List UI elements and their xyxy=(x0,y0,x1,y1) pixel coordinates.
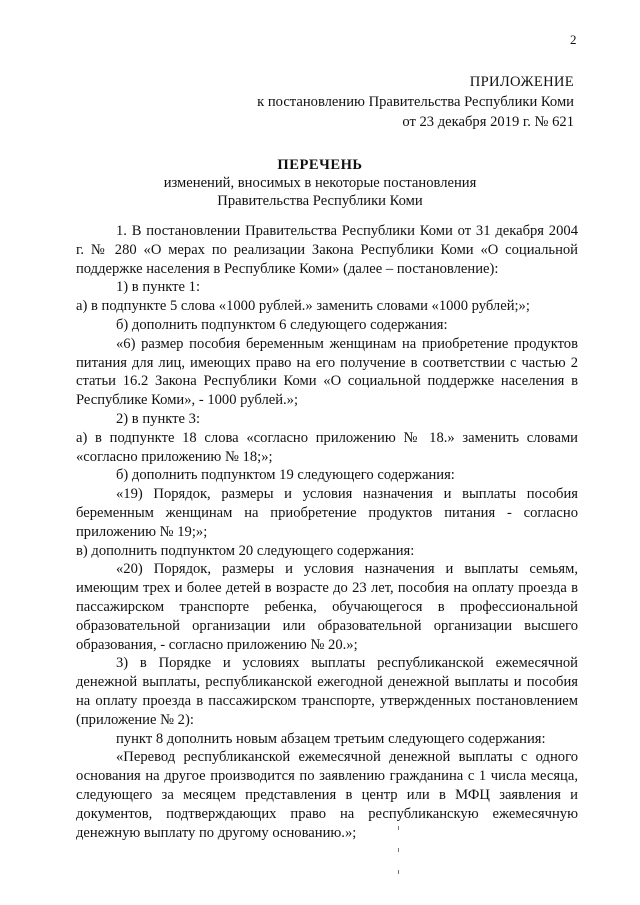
paragraph-11: «20) Порядок, размеры и условия назначения и выплаты семьям, имеющим трех и более детей в возрасте до 23 лет, пособия на оплату проезда в пассажирском транспорте ребенка, обучающегося в профессиональной образовательной организации или образовательной организации высшего образования, - согласно приложению № 20.»; xyxy=(76,561,578,653)
document-subtitle-line-1: изменений, вносимых в некоторые постановления xyxy=(163,175,477,191)
paragraph-14: «Перевод республиканской ежемесячной денежной выплаты с одного основания на другое производится по заявлению гражданина с 1 числа месяца, следующего за месяцем представления в центр или в МФЦ заявления и документов, подтверждающих право на республиканскую ежемесячную денежную выплату по другому основанию.»; xyxy=(76,749,578,841)
paragraph-12: 3) в Порядке и условиях выплаты республиканской ежемесячной денежной выплаты, республиканской ежегодной денежной выплаты и пособия на оплату проезда в пассажирском транспорте, утвержденных постановлением (приложение № 2): xyxy=(76,655,578,728)
appendix-reference-line: к постановлению Правительства Республики Коми xyxy=(257,94,574,110)
scan-marks xyxy=(397,826,401,886)
document-title: ПЕРЕЧЕНЬ xyxy=(277,157,363,173)
paragraph-3: а) в подпункте 5 слова «1000 рублей.» заменить словами «1000 рублей;»; xyxy=(76,298,530,315)
appendix-header xyxy=(257,72,574,132)
page-number: 2 xyxy=(570,32,577,47)
appendix-date-line: от 23 декабря 2019 г. № 621 xyxy=(402,114,574,130)
paragraph-1: 1. В постановлении Правительства Республики Коми от 31 декабря 2004 г. № 280 «О мерах по реализации Закона Республики Коми «О социальной поддержке населения в Республике Коми» (далее – постановление): xyxy=(76,223,578,277)
paragraph-2: 1) в пункте 1: xyxy=(116,279,201,296)
appendix-label: ПРИЛОЖЕНИЕ xyxy=(469,74,574,90)
paragraph-10: в) дополнить подпунктом 20 следующего содержания: xyxy=(76,542,415,559)
paragraph-9: «19) Порядок, размеры и условия назначения и выплаты пособия беременным женщинам на приобретение продуктов питания - согласно приложению № 19;»; xyxy=(76,486,578,540)
paragraph-4: б) дополнить подпунктом 6 следующего содержания: xyxy=(116,316,448,333)
document-body xyxy=(76,222,578,842)
paragraph-7: а) в подпункте 18 слова «согласно приложению № 18.» заменить словами «согласно приложению № 18;»; xyxy=(76,429,578,465)
paragraph-13: пункт 8 дополнить новым абзацем третьим следующего содержания: xyxy=(116,730,546,747)
document-title-block xyxy=(0,156,640,210)
paragraph-6: 2) в пункте 3: xyxy=(116,410,201,427)
document-subtitle-line-2: Правительства Республики Коми xyxy=(217,193,423,209)
paragraph-5: «6) размер пособия беременным женщинам на приобретение продуктов питания для лиц, имеющих право на его получение в соответствии с частью 2 статьи 16.2 Закона Республики Коми «О социальной поддержке населения в Республике Коми», - 1000 рублей.»; xyxy=(76,335,578,409)
paragraph-8: б) дополнить подпунктом 19 следующего содержания: xyxy=(116,467,455,484)
